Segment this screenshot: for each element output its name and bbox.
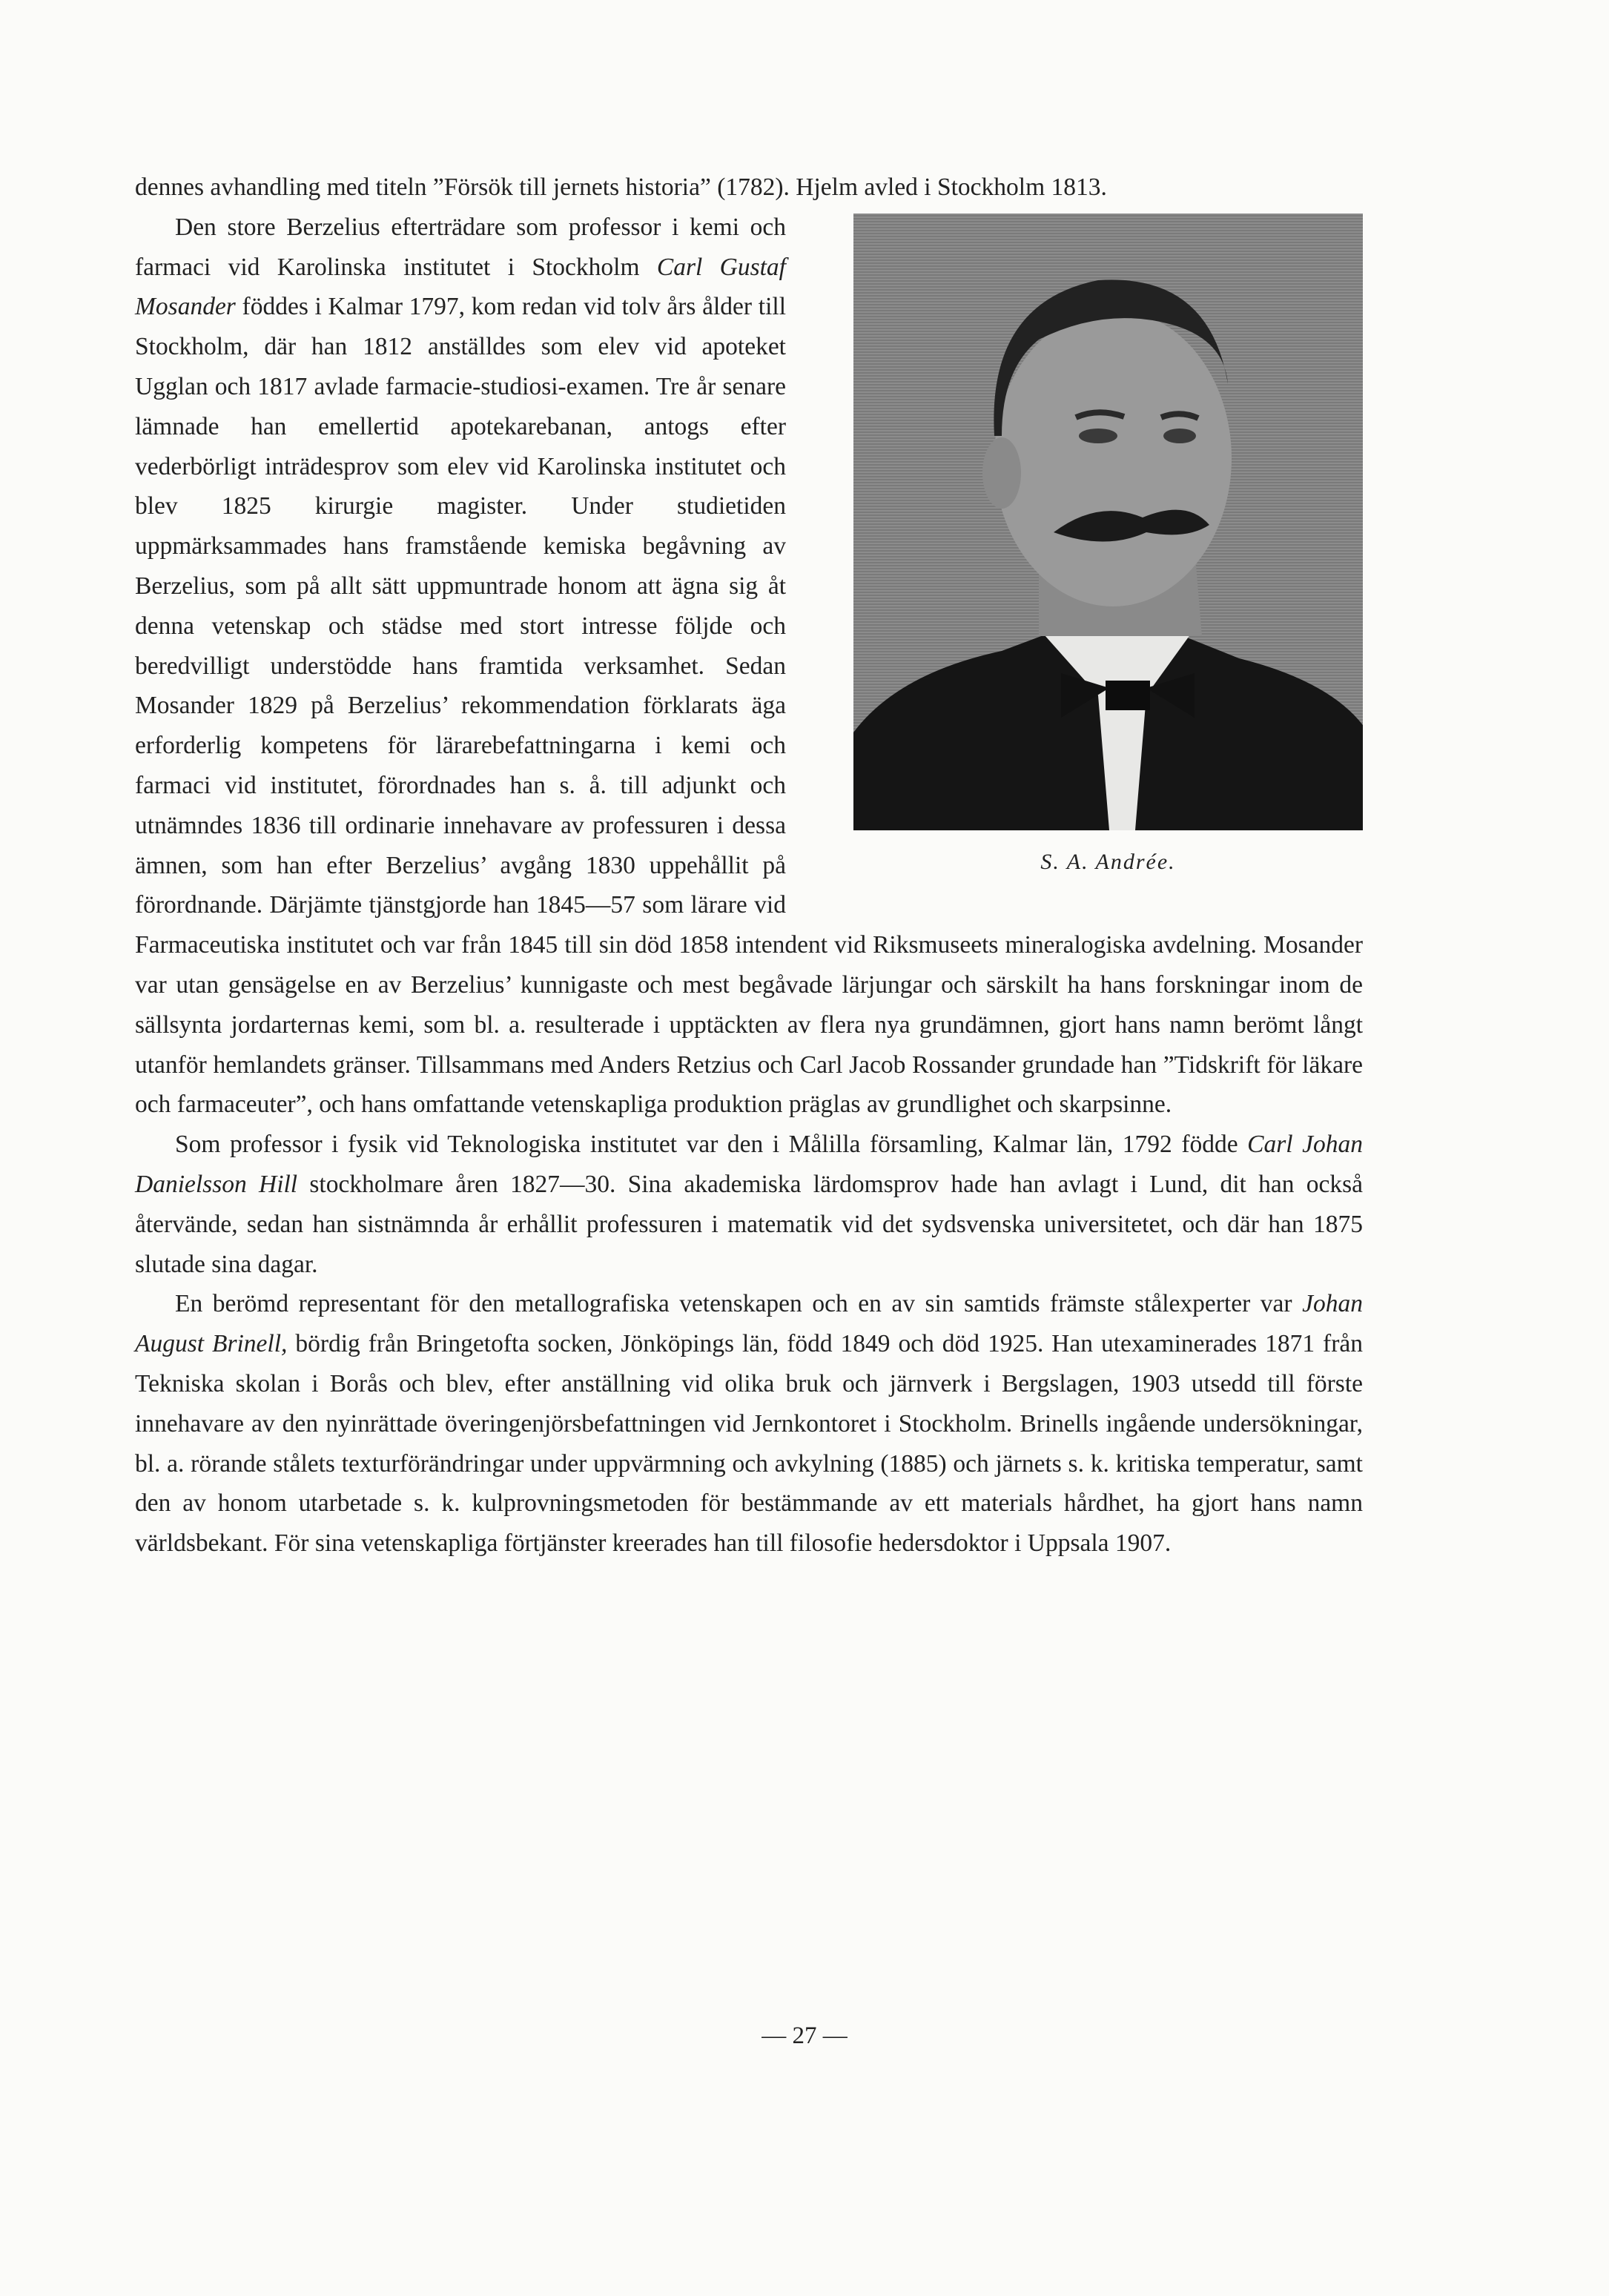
person-name-mosander: Carl Gustaf Mosander	[135, 253, 786, 321]
portrait-photo	[853, 214, 1363, 830]
paragraph-1: dennes avhandling med titeln ”Försök till jernets historia” (1782). Hjelm avled i Stockholm 1813.	[135, 173, 1107, 201]
portrait-figure	[813, 214, 1363, 881]
paragraph-4: En berömd representant för den metallografiska vetenskapen och en av sin samtids främste stålexperter var Johan August Brinell, bördig från Bringetofta socken, Jönköpings län, född 1849 och död 1925. Han utexaminerades 1871 från Tekniska skolan i Borås och blev, efter anställning vid olika bruk och järnverk i Bergslagen, 1903 utsedd till förste innehavare av den nyinrättade överingenjörsbefattningen vid Jernkontoret i Stockholm. Brinells ingående undersökningar, bl. a. rörande stålets texturförändringar under uppvärmning och avkylning (1885) och järnets s. k. kritiska temperatur, samt den av honom utarbetade s. k. kulprovningsmetoden för bestämmande av ett materials hårdhet, ha gjort hans namn världsbekant. För sina vetenskapliga förtjänster kreerades han till filosofie hedersdoktor i Uppsala 1907.	[135, 1290, 1363, 1558]
person-name-hill: Carl Johan Danielsson Hill	[135, 1131, 1363, 1198]
page-body	[135, 168, 1363, 1564]
page-number: — 27 —	[761, 2022, 848, 2049]
portrait-caption: S. A. Andrée.	[1040, 849, 1176, 874]
person-name-brinell: Johan August Brinell,	[135, 1290, 1363, 1358]
paragraph-3: Som professor i fysik vid Teknologiska institutet var den i Målilla församling, Kalmar län, 1792 födde Carl Johan Danielsson Hill stockholmare åren 1827—30. Sina akademiska lärdomsprov hade han avlagt i Lund, dit han också återvände, sedan han sistnämnda år erhållit professuren i matematik vid det sydsvenska universitetet, och där han 1875 slutade sina dagar.	[135, 1131, 1363, 1278]
paragraph-2: Den store Berzelius efterträdare som professor i kemi och farmaci vid Karolinska institutet i Stockholm Carl Gustaf Mosander föddes i Kalmar 1797, kom redan vid tolv års ålder till Stockholm, där han 1812 anställdes som elev vid apoteket Ugglan och 1817 avlade farmacie-studiosi-examen. Tre år senare lämnade han emellertid apotekarebanan, antogs efter vederbörligt inträdesprov som elev vid Karolinska institutet och blev 1825 kirurgie magister. Under studietiden uppmärksammades hans framstående kemiska begåvning av Berzelius, som på allt sätt uppmuntrade honom att ägna sig åt denna vetenskap och städse med stort intresse följde och beredvilligt understödde hans framtida verksamhet. Sedan Mosander 1829 på Berzelius’ rekommendation förklarats äga erforderlig kompetens för lärarebefattningarna i kemi och farmaci vid institutet, förordnades han s. å. till adjunkt och utnämndes 1836 till ordinarie innehavare av professuren i dessa ämnen, som han efter Berzelius’ avgång 1830 uppehållit på förordnande. Därjämte tjänstgjorde han 1845—57 som lärare vid Farmaceutiska institutet och var från 1845 till sin död 1858 intendent vid Riksmuseets mineralogiska avdelning. Mosander var utan gensägelse en av Berzelius’ kunnigaste och mest begåvade lärjungar och särskilt ha hans forskningar inom de sällsynta jordarternas kemi, som bl. a. resulterade i upptäckten av flera nya grundämnen, gjort hans namn berömt långt utanför hemlandets gränser. Tillsammans med Anders Retzius och Carl Jacob Rossander grundade han ”Tidskrift för läkare och farmaceuter”, och hans omfattande vetenskapliga produktion präglas av grundlighet och skarpsinne.	[135, 213, 1363, 1119]
